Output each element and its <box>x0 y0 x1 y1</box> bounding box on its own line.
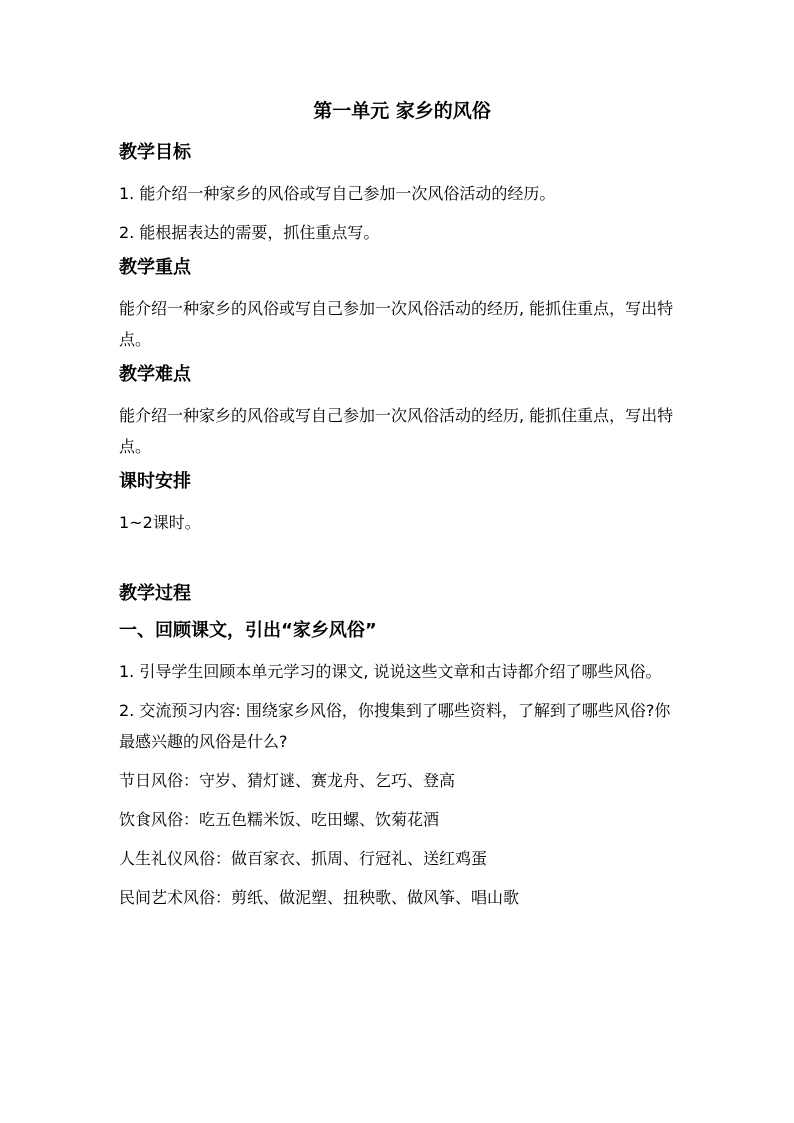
schedule-text: 1~2课时。 <box>119 513 201 532</box>
heading-process: 教学过程 <box>119 583 191 604</box>
key-points-text: 能介绍一种家乡的风俗或写自己参加一次风俗活动的经历, 能抓住重点，写出特点。 <box>119 299 674 349</box>
document-page <box>119 96 685 921</box>
document-title: 第一单元 家乡的风俗 <box>313 100 491 122</box>
process-item-1: 1. 引导学生回顾本单元学习的课文, 说说这些文章和古诗都介绍了哪些风俗。 <box>119 662 662 681</box>
category-food: 饮食风俗：吃五色糯米饭、吃田螺、饮菊花酒 <box>119 810 440 829</box>
category-folk-art: 民间艺术风俗：剪纸、做泥塑、扭秧歌、做风筝、唱山歌 <box>119 888 520 907</box>
objective-item-2: 2. 能根据表达的需要，抓住重点写。 <box>119 223 380 242</box>
objective-item-1: 1. 能介绍一种家乡的风俗或写自己参加一次风俗活动的经历。 <box>119 184 556 203</box>
heading-objectives: 教学目标 <box>119 142 191 163</box>
category-life-ritual: 人生礼仪风俗：做百家衣、抓周、行冠礼、送红鸡蛋 <box>119 849 488 868</box>
difficulties-text: 能介绍一种家乡的风俗或写自己参加一次风俗活动的经历, 能抓住重点，写出特点。 <box>119 406 674 456</box>
heading-step-1: 一、回顾课文，引出“家乡风俗” <box>119 620 377 641</box>
heading-schedule: 课时安排 <box>119 471 191 492</box>
category-festival: 节日风俗：守岁、猜灯谜、赛龙舟、乞巧、登高 <box>119 771 456 790</box>
blank-line <box>119 546 685 582</box>
process-item-2: 2. 交流预习内容: 围绕家乡风俗，你搜集到了哪些资料，了解到了哪些风俗?你最感兴趣的风俗是什么? <box>119 701 671 751</box>
heading-key-points: 教学重点 <box>119 257 191 278</box>
heading-difficulties: 教学难点 <box>119 364 191 385</box>
